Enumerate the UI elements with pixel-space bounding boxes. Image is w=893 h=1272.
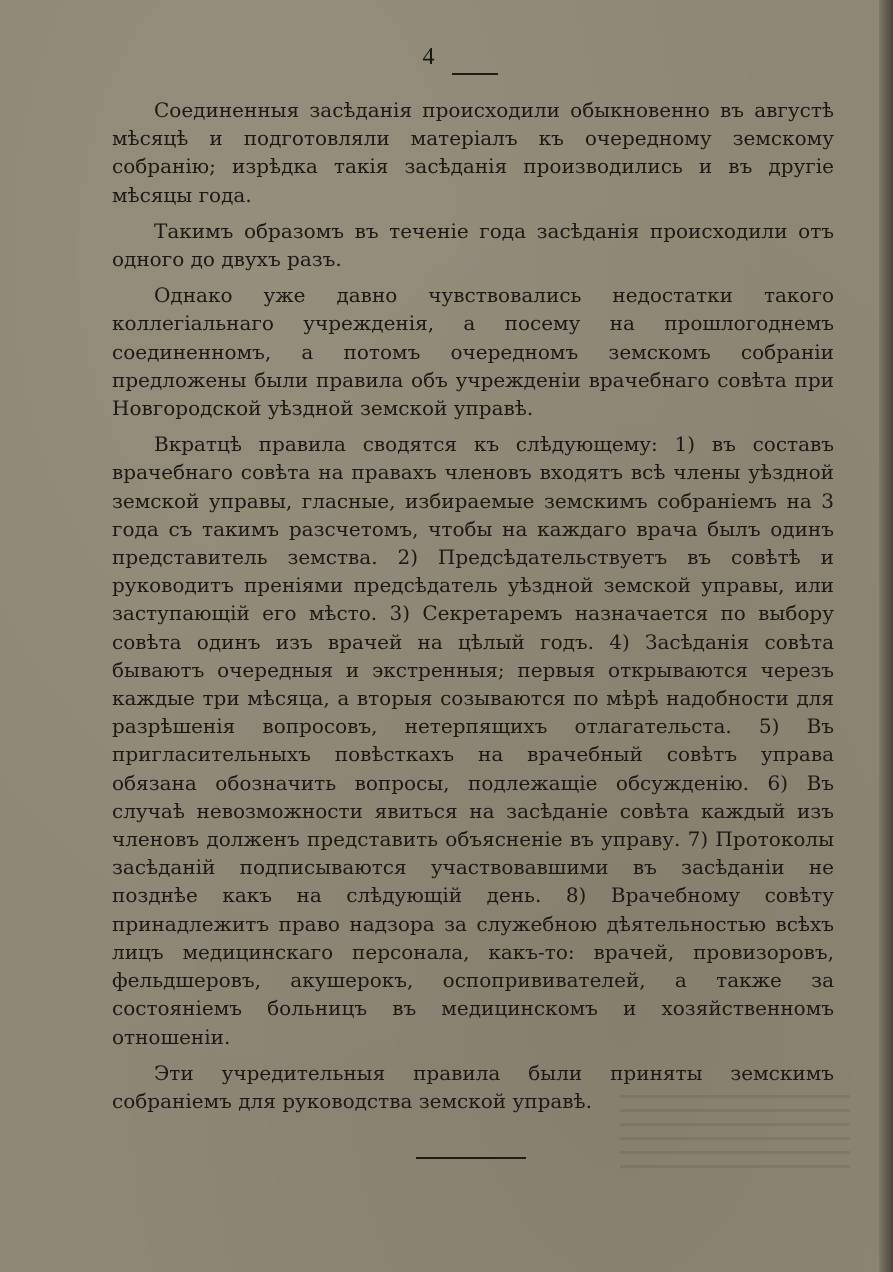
closing-rule	[416, 1157, 526, 1159]
paragraph-5: Эти учредительныя правила были приняты земскимъ собраніемъ для руководства земской управѣ.	[112, 1060, 834, 1113]
page-number-underline	[452, 73, 498, 75]
page-number: 4	[422, 44, 435, 70]
paragraph-4: Вкратцѣ правила сводятся къ слѣдующему: 1) въ составъ врачебнаго совѣта на правахъ членовъ входятъ всѣ члены уѣздной земской управы, гласные, избираемые земскимъ собраніемъ на 3 года съ такимъ разсчетомъ, чтобы на каждаго врача былъ одинъ представитель земства. 2) Предсѣдательствуетъ въ совѣтѣ и руководитъ преніями предсѣдатель уѣздной земской управы, или заступающій его мѣсто. 3) Секретаремъ назначается по выбору совѣта одинъ изъ врачей на цѣлый годъ. 4) Засѣданія совѣта бываютъ очередныя и экстренныя; первыя открываются черезъ каждые три мѣсяца, а вторыя созываются по мѣрѣ надобности для разрѣшенія вопросовъ, нетерпящихъ отлагательста. 5) Въ пригласительныхъ повѣсткахъ на врачебный совѣтъ управа обязана обозначить вопросы, подлежащіе обсужденію. 6) Въ случаѣ невозможности явиться на засѣданіе совѣта каждый изъ членовъ долженъ представить объясненіе въ управу. 7) Протоколы засѣданій подписываются участвовавшими въ засѣданіи не позднѣе какъ на слѣдующій день. 8) Врачебному совѣту принадлежитъ право надзора за служебною дѣятельностью всѣхъ лицъ медицинскаго персонала, какъ-то: врачей, провизоровъ, фельдшеровъ, акушерокъ, оспопрививателей, а также за состояніемъ больницъ въ медицинскомъ и хозяйственномъ отношеніи.	[112, 432, 834, 1049]
page-body	[112, 96, 834, 1123]
page-edge-shadow	[879, 0, 893, 1272]
paragraph-3: Однако уже давно чувствовались недостатки такого коллегіальнаго учрежденія, а посему на прошлогоднемъ соединенномъ, а потомъ очередномъ земскомъ собраніи предложены были правила объ учрежденіи врачебнаго совѣта при Новгородской уѣздной земской управѣ.	[112, 283, 834, 421]
paragraph-1: Соединенныя засѣданія происходили обыкновенно въ августѣ мѣсяцѣ и подготовляли матеріалъ къ очередному земскому собранію; изрѣдка такія засѣданія производились и въ другіе мѣсяцы года.	[112, 98, 834, 207]
paragraph-2: Такимъ образомъ въ теченіе года засѣданія происходили отъ одного до двухъ разъ.	[112, 218, 834, 272]
show-through-text	[620, 1095, 850, 1175]
